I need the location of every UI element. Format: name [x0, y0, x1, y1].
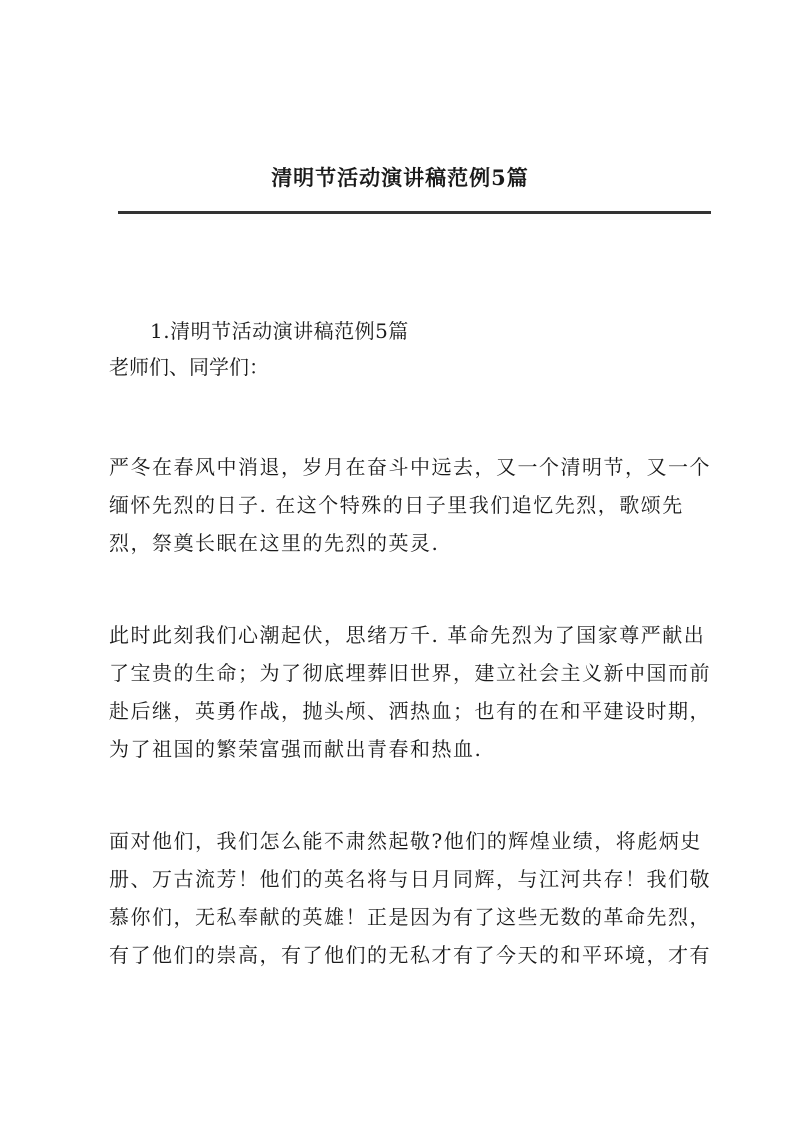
paragraph-line: 册、万古流芳！他们的英名将与日月同辉，与江河共存！我们敬	[109, 867, 711, 891]
paragraph-line: 为了祖国的繁荣富强而献出青春和热血.	[109, 737, 483, 761]
document-title: 清明节活动演讲稿范例5篇	[271, 165, 529, 190]
paragraph-3	[109, 823, 715, 975]
paragraph-line: 严冬在春风中消退，岁月在奋斗中远去，又一个清明节，又一个	[109, 455, 711, 479]
paragraph-1	[109, 449, 715, 563]
paragraph-line: 此时此刻我们心潮起伏，思绪万千. 革命先烈为了国家尊严献出	[109, 623, 706, 647]
title-underline	[118, 211, 711, 214]
paragraph-line: 赴后继，英勇作战，抛头颅、洒热血；也有的在和平建设时期，	[109, 699, 711, 723]
section-heading: 1.清明节活动演讲稿范例5篇	[150, 319, 409, 343]
paragraph-line: 面对他们，我们怎么能不肃然起敬?他们的辉煌业绩，将彪炳史	[109, 829, 702, 853]
paragraph-line: 了宝贵的生命；为了彻底埋葬旧世界，建立社会主义新中国而前	[109, 661, 711, 685]
paragraph-line: 烈，祭奠长眠在这里的先烈的英灵.	[109, 531, 440, 555]
paragraph-line: 慕你们，无私奉献的英雄！正是因为有了这些无数的革命先烈，	[109, 905, 711, 929]
document-body	[109, 313, 715, 975]
paragraph-line: 缅怀先烈的日子. 在这个特殊的日子里我们追忆先烈，歌颂先	[109, 493, 684, 517]
greeting-line: 老师们、同学们：	[109, 355, 269, 379]
paragraph-2	[109, 617, 715, 769]
paragraph-line: 有了他们的崇高，有了他们的无私才有了今天的和平环境，才有	[109, 943, 711, 967]
